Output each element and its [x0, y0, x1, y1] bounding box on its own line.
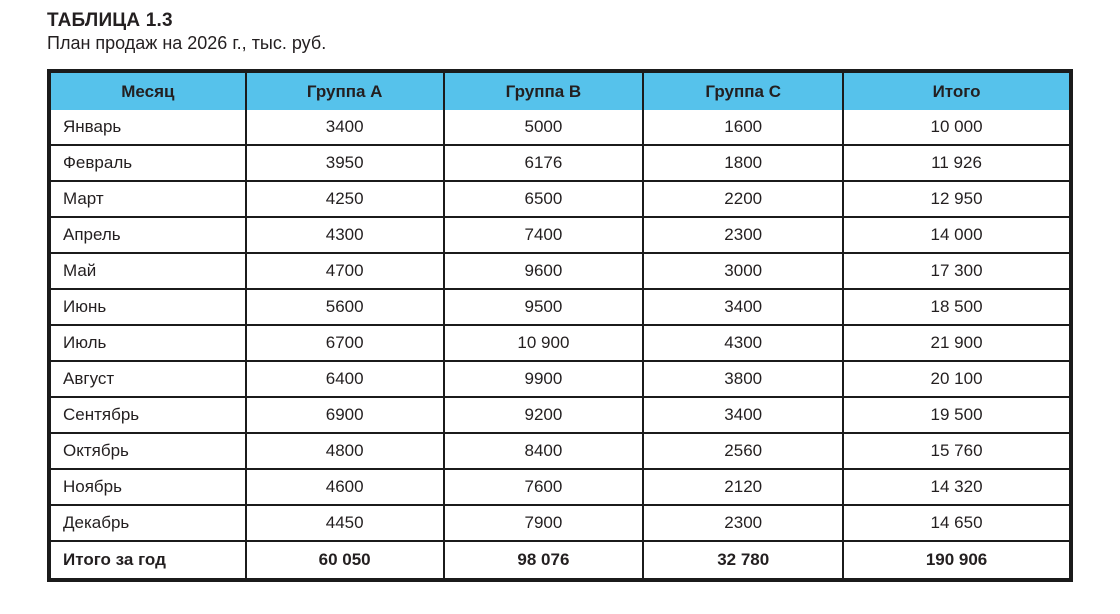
value-cell: 4300: [643, 325, 843, 361]
value-cell: 2120: [643, 469, 843, 505]
total-row: [49, 541, 1071, 580]
value-cell: 6176: [444, 145, 644, 181]
value-cell: 15 760: [843, 433, 1071, 469]
value-cell: 2560: [643, 433, 843, 469]
value-cell: 17 300: [843, 253, 1071, 289]
value-cell: 1800: [643, 145, 843, 181]
value-cell: 20 100: [843, 361, 1071, 397]
value-cell: 14 000: [843, 217, 1071, 253]
total-value-cell: 98 076: [444, 541, 644, 580]
table-header: [49, 71, 1071, 110]
value-cell: 11 926: [843, 145, 1071, 181]
value-cell: 3400: [246, 110, 444, 145]
value-cell: 5600: [246, 289, 444, 325]
header-cell: Группа A: [246, 71, 444, 110]
value-cell: 14 320: [843, 469, 1071, 505]
value-cell: 4250: [246, 181, 444, 217]
value-cell: 19 500: [843, 397, 1071, 433]
header-cell: Итого: [843, 71, 1071, 110]
value-cell: 7400: [444, 217, 644, 253]
value-cell: 4600: [246, 469, 444, 505]
table-row: [49, 110, 1071, 145]
header-cell: Группа C: [643, 71, 843, 110]
value-cell: 2300: [643, 505, 843, 541]
value-cell: 9600: [444, 253, 644, 289]
value-cell: 3000: [643, 253, 843, 289]
table-row: [49, 289, 1071, 325]
table-row: [49, 145, 1071, 181]
month-cell: Апрель: [49, 217, 246, 253]
value-cell: 9900: [444, 361, 644, 397]
table-row: [49, 361, 1071, 397]
value-cell: 4450: [246, 505, 444, 541]
header-cell: Месяц: [49, 71, 246, 110]
value-cell: 10 900: [444, 325, 644, 361]
table-row: [49, 505, 1071, 541]
table-title: ТАБЛИЦА 1.3: [47, 10, 173, 31]
table-row: [49, 181, 1071, 217]
value-cell: 2300: [643, 217, 843, 253]
value-cell: 6900: [246, 397, 444, 433]
value-cell: 4300: [246, 217, 444, 253]
table-row: [49, 433, 1071, 469]
month-cell: Сентябрь: [49, 397, 246, 433]
value-cell: 3950: [246, 145, 444, 181]
total-label-cell: Итого за год: [49, 541, 246, 580]
value-cell: 9200: [444, 397, 644, 433]
page-content: [47, 10, 1073, 582]
table-body: [49, 110, 1071, 541]
header-cell: Группа B: [444, 71, 644, 110]
month-cell: Ноябрь: [49, 469, 246, 505]
value-cell: 3400: [643, 397, 843, 433]
value-cell: 2200: [643, 181, 843, 217]
value-cell: 18 500: [843, 289, 1071, 325]
total-value-cell: 60 050: [246, 541, 444, 580]
value-cell: 14 650: [843, 505, 1071, 541]
table-footer: [49, 541, 1071, 580]
table-subtitle: План продаж на 2026 г., тыс. руб.: [47, 33, 327, 53]
month-cell: Февраль: [49, 145, 246, 181]
month-cell: Декабрь: [49, 505, 246, 541]
value-cell: 9500: [444, 289, 644, 325]
month-cell: Июль: [49, 325, 246, 361]
value-cell: 5000: [444, 110, 644, 145]
month-cell: Март: [49, 181, 246, 217]
table-row: [49, 253, 1071, 289]
value-cell: 10 000: [843, 110, 1071, 145]
value-cell: 7600: [444, 469, 644, 505]
month-cell: Октябрь: [49, 433, 246, 469]
value-cell: 4700: [246, 253, 444, 289]
value-cell: 6700: [246, 325, 444, 361]
value-cell: 12 950: [843, 181, 1071, 217]
value-cell: 1600: [643, 110, 843, 145]
value-cell: 6500: [444, 181, 644, 217]
value-cell: 8400: [444, 433, 644, 469]
sales-plan-table: [47, 69, 1073, 582]
month-cell: Август: [49, 361, 246, 397]
value-cell: 7900: [444, 505, 644, 541]
total-value-cell: 190 906: [843, 541, 1071, 580]
month-cell: Июнь: [49, 289, 246, 325]
total-value-cell: 32 780: [643, 541, 843, 580]
value-cell: 6400: [246, 361, 444, 397]
table-row: [49, 469, 1071, 505]
value-cell: 3800: [643, 361, 843, 397]
month-cell: Январь: [63, 117, 122, 136]
value-cell: 21 900: [843, 325, 1071, 361]
table-row: [49, 325, 1071, 361]
value-cell: 3400: [643, 289, 843, 325]
value-cell: 4800: [246, 433, 444, 469]
month-cell: Май: [49, 253, 246, 289]
table-row: [49, 397, 1071, 433]
header-row: [49, 71, 1071, 110]
table-row: [49, 217, 1071, 253]
